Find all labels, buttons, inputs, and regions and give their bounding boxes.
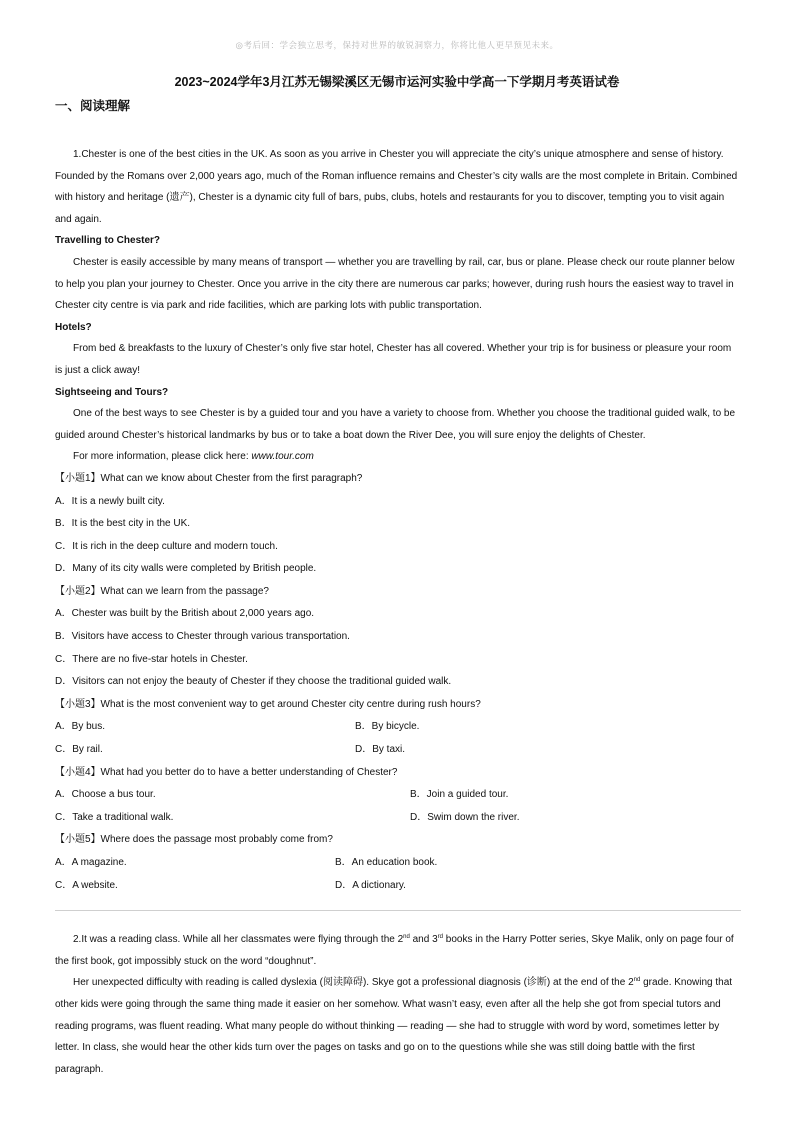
option-1c: C．It is rich in the deep culture and modern touch. <box>55 540 278 552</box>
passage2-paragraph <box>55 972 741 1080</box>
option-5b: B．An education book. <box>335 857 438 868</box>
passage1-paragraph: One of the best ways to see Chester is by a guided tour and you have a variety to choose from. Whether you choose the traditional guided walk, to be guided around Chester’s historical landmarks by bus or to take a boat down the River Dee, you will sure enjoy the delights of Chester. <box>55 408 736 441</box>
passage1-subheading: Sightseeing and Tours? <box>55 386 169 398</box>
passage1-paragraph: Chester is easily accessible by many means of transport — whether you are travelling by rail, car, bus or plane. Please check our route planner below to help you plan your journey to Chester. Once you arrive in the city there are numerous car parks; however, during rush hours the easiest way to travel in Chester city centre is via park and ride facilities, which are parking lots with public transportation. <box>55 256 735 312</box>
option-2c: C．There are no five-star hotels in Chester. <box>55 653 248 665</box>
passage2-paragraph <box>55 929 741 972</box>
ordinal-suffix: nd <box>403 934 410 941</box>
option-3b: B．By bicycle. <box>355 721 420 733</box>
options-row <box>55 807 741 830</box>
info-text: For more information, please click here: <box>73 451 252 463</box>
option-4d: D．Swim down the river. <box>410 811 520 823</box>
p2-part: Her unexpected difficulty with reading is called dyslexia (阅读障碍). Skye got a professional diagnosis (诊断) at the end of the 2 <box>73 977 634 989</box>
ordinal-suffix: nd <box>633 977 641 984</box>
page-title: 2023~2024学年3月江苏无锡梁溪区无锡市运河实验中学高一下学期月考英语试卷 <box>174 75 620 89</box>
options-row <box>55 716 741 739</box>
option-3c: C．By rail. <box>55 744 103 756</box>
ordinal-suffix: rd <box>437 934 443 941</box>
option-1d: D．Many of its city walls were completed by British people. <box>55 563 317 575</box>
option-4c: C．Take a traditional walk. <box>55 811 174 823</box>
passage1-paragraph: 1.Chester is one of the best cities in the UK. As soon as you arrive in Chester you will appreciate the city’s unique atmosphere and sense of history. Founded by the Romans over 2,000 years ago, much of the Roman influence remains and Chester’s city walls are the most complete in Britain. Combined with history and heritage (遗产), Chester is a dynamic city full of bars, pubs, clubs, hotels and restaurants for you to discover, tempting you to visit again and again. <box>55 149 738 225</box>
main-content <box>55 144 741 1080</box>
passage2 <box>55 929 741 1080</box>
passage1-paragraph: From bed & breakfasts to the luxury of Chester’s only five star hotel, Chester has all covered. Whether your trip is for business or pleasure your room is just a click away! <box>55 343 732 376</box>
question-1: 【小题1】What can we know about Chester from the first paragraph? <box>55 472 363 484</box>
option-2d: D．Visitors can not enjoy the beauty of Chester if they choose the traditional guided walk. <box>55 676 452 688</box>
option-1b: B．It is the best city in the UK. <box>55 518 191 530</box>
option-3d: D．By taxi. <box>355 744 406 756</box>
p1-part: 2.It was a reading class. While all her classmates were flying through the 2 <box>73 934 404 946</box>
question-3: 【小题3】What is the most convenient way to get around Chester city centre during rush hours? <box>55 698 481 710</box>
section-divider <box>55 910 741 911</box>
passage1-subheading: Hotels? <box>55 321 92 333</box>
option-5c: C．A website. <box>55 879 118 891</box>
options-row <box>55 875 741 898</box>
question-2: 【小题2】What can we learn from the passage? <box>55 585 269 597</box>
tour-link[interactable]: www.tour.com <box>251 451 314 463</box>
option-5d: D．A dictionary. <box>335 879 406 891</box>
options-row <box>55 739 741 762</box>
option-4b: B．Join a guided tour. <box>410 789 509 801</box>
question-4: 【小题4】What had you better do to have a better understanding of Chester? <box>55 766 398 778</box>
option-2a: A．Chester was built by the British about 2,000 years ago. <box>55 608 315 620</box>
options-row <box>55 784 741 807</box>
option-3a: A．By bus. <box>55 721 106 733</box>
passage1-subheading: Travelling to Chester? <box>55 235 161 247</box>
passage1-info-line <box>55 446 741 468</box>
option-2b: B．Visitors have access to Chester through various transportation. <box>55 631 350 643</box>
p1-part: and 3 <box>409 934 438 946</box>
option-4a: A．Choose a bus tour. <box>55 789 156 801</box>
question-5: 【小题5】Where does the passage most probably come from? <box>55 834 333 846</box>
p1-part: books in the Harry Potter series, Skye Malik, only on page four of the first book, got impossibly stuck on the word “doughnut”. <box>55 934 734 967</box>
p2-part: grade. Knowing that other kids were going through the same thing made it easier on her somehow. What wasn’t easy, even after all the help she got from special tutors and reading programs, was fluent reading. What many people do without thinking — reading — she had to struggle with word by word, sometimes letter by letter. In class, she would hear the other kids turn over the pages on tasks and go on to the questions while she was still doing battle with the first paragraph. <box>55 977 733 1075</box>
options-row <box>55 852 741 875</box>
section-title: 一、阅读理解 <box>55 98 131 113</box>
header-note: ◎考后回：学会独立思考，保持对世界的敏锐洞察力，你将比他人更早预见未来。 <box>235 41 559 51</box>
option-1a: A．It is a newly built city. <box>55 495 165 507</box>
option-5a: A．A magazine. <box>55 857 127 868</box>
